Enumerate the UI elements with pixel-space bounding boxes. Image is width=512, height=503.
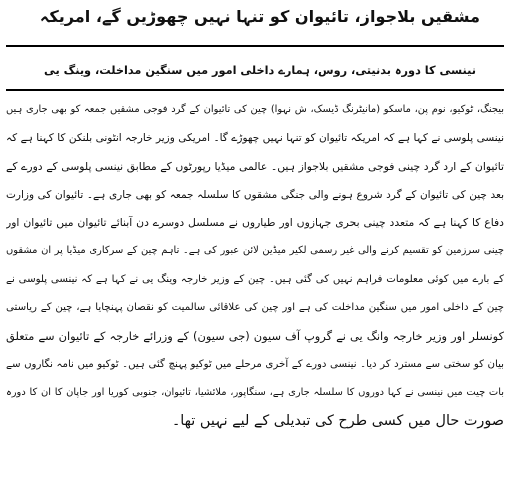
body-line: کونسلر اور وزیر خارجہ وانگ یی نے گروپ آف سیون (جی سیون) کے وزرائے خارجہ کے تائیوان سے متعلق (6, 329, 504, 344)
body-line: نینسی پلوسی نے کہا ہے کہ امریکہ تائیوان کو تنہا نہیں چھوڑے گا۔ امریکی وزیر خارجہ انٹونی بلنکن کا کہنا ہے کہ (6, 132, 504, 145)
headline-line-2: نینسی کا دورہ بدنیتی، روس، ہمارے داخلی امور میں سنگین مداخلت، وینگ یی (44, 64, 476, 77)
body-line: بیان کو سختی سے مسترد کر دیا۔ نینسی دورے کے آخری مرحلے میں ٹوکیو پہنچ گئی ہیں۔ ٹوکیو میں نامہ نگاروں سے (6, 358, 504, 370)
body-line: کے بارے میں کوئی معلومات فراہم نہیں کی گئی ہیں۔ چین کے وزیر خارجہ وینگ یی نے کہا ہے کہ نینسی پلوسی نے (6, 273, 504, 285)
body-line: چین کے داخلی امور میں سنگین مداخلت کی ہے اور چین کی علاقائی سالمیت کو نقصان پہنچایا ہے، چین کے ریاستی (6, 302, 504, 314)
body-line: بات چیت میں نینسی نے کہا دوروں کا سلسلہ جاری ہے، سنگاپور، ملائشیا، تائیوان، جنوبی کوریا اور جاپان کا ان کا دورہ (6, 386, 504, 398)
body-line: چینی سرزمین کو تقسیم کرنے والی غیر رسمی لکیر میڈین لائن عبور کی ہے۔ تاہم چین کے سرکاری میڈیا پر ان مشقوں (6, 245, 504, 257)
body-line: تائیوان کے ارد گرد چینی فوجی مشقیں بلاجواز ہیں۔ عالمی میڈیا رپورٹوں کے مطابق نینسی پلوسی کے دورے کے (6, 159, 504, 173)
body-line: بیجنگ، ٹوکیو، نوم پن، ماسکو (مانیٹرنگ ڈیسک، ش نہوا) چین کی تائیوان کے گرد فوجی مشقیں جمعہ کو بھی جاری ہیں (6, 104, 504, 115)
body-line: بعد چین کی تائیوان کے گرد شروع ہونے والی جنگی مشقوں کا سلسلہ جمعہ کو بھی جاری ہے۔ تائیوان کی وزارت (6, 188, 504, 201)
headline-divider-bottom (6, 89, 504, 91)
headline-line-1: مشقیں بلاجواز، تائیوان کو تنہا نہیں چھوڑیں گے، امریکہ (39, 7, 480, 26)
article-body (6, 96, 504, 436)
body-line-last: صورت حال میں کسی طرح کی تبدیلی کے لیے نہیں تھا۔ (171, 413, 504, 430)
headline-divider-top (6, 45, 504, 47)
body-line: دفاع کا کہنا ہے کہ متعدد چینی بحری جہازوں اور طیاروں نے مسلسل دوسرے دن آبنائے تائیوان میں تائیوان اور (6, 216, 504, 230)
